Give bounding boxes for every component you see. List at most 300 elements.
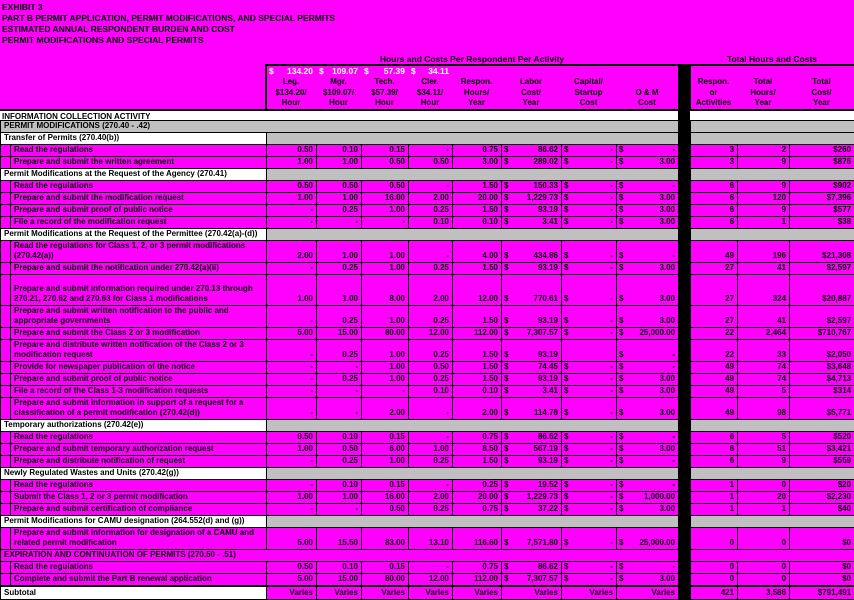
separator-cell [679, 275, 691, 306]
hours-cell: 5.00 [267, 574, 317, 587]
money-flex [617, 181, 678, 192]
hours-cell: - [409, 145, 453, 157]
subheader-label: Newly Regulated Wastes and Units (270.42(g)) [1, 468, 267, 480]
respondents-cell: 0 [691, 562, 738, 574]
money-flex [562, 444, 616, 455]
hours-cell: 1.00 [317, 492, 362, 504]
respondents-cell: 0 [691, 528, 738, 550]
rate-value: 34.11 [428, 66, 449, 77]
money-flex [617, 157, 678, 168]
activity-label: Prepare and distribute notification of request [11, 456, 267, 468]
subheader-label: Permit Modifications at the Request of the Permittee (270.42(a)-(d)) [1, 229, 267, 241]
subheader-label: Permit Modifications for CAMU designation (264.552(d) and (g)) [1, 516, 267, 528]
column-header-line: Cost/ [501, 88, 561, 99]
money-value: 86.62 [538, 145, 558, 155]
money-value: - [610, 504, 613, 514]
money-cell [617, 492, 679, 504]
money-value: - [672, 562, 675, 572]
dollar-sign: $ [619, 217, 623, 227]
money-flex [502, 157, 561, 168]
hours-cell: 0.50 [317, 181, 362, 193]
money-value: 93.19 [538, 316, 558, 326]
dollar-sign: $ [504, 432, 508, 442]
total-cost-cell: $0 [790, 562, 854, 574]
money-cell [502, 157, 562, 169]
money-cell [617, 504, 679, 516]
money-flex [562, 432, 616, 443]
separator-cell [679, 516, 691, 528]
dollar-sign: $ [564, 562, 568, 572]
column-header-line: Year [501, 98, 561, 109]
money-cell [617, 157, 679, 169]
activity-label: File a record of the modification request [11, 217, 267, 229]
column-header [361, 77, 408, 109]
money-cell [617, 217, 679, 229]
money-value: - [610, 574, 613, 584]
gray-band [267, 420, 679, 432]
hours-cell: 0.15 [362, 432, 409, 444]
money-flex [617, 386, 678, 397]
hours-cell: - [317, 362, 362, 374]
money-cell: Varies [617, 586, 679, 599]
hours-cell: 1.00 [362, 205, 409, 217]
total-hours-cell: 0 [738, 574, 790, 587]
dollar-sign: $ [619, 480, 623, 490]
column-header-line: Respon. [690, 77, 737, 88]
rate-value: 134.20 [287, 66, 313, 77]
money-cell [562, 241, 617, 263]
hours-cell: 83.00 [362, 528, 409, 550]
separator-cell [679, 340, 691, 362]
money-cell [562, 275, 617, 306]
respondents-cell: 6 [691, 181, 738, 193]
gray-band [267, 169, 679, 181]
money-value: - [610, 193, 613, 203]
money-flex [502, 294, 561, 305]
money-flex [617, 263, 678, 274]
subheader-label: Permit Modifications at the Request of the Agency (270.41) [1, 169, 267, 181]
hours-cell: 2.00 [409, 275, 453, 306]
respondents-cell: 421 [691, 586, 738, 599]
dollar-sign: $ [504, 408, 508, 418]
separator-cell [679, 386, 691, 398]
dollar-sign: $ [504, 504, 508, 514]
column-header-line: Year [789, 98, 854, 109]
money-cell [502, 528, 562, 550]
money-cell [502, 181, 562, 193]
dollar-sign: $ [564, 504, 568, 514]
hours-cell: 0.15 [362, 562, 409, 574]
hours-cell: 0.10 [317, 562, 362, 574]
rate-cell [408, 66, 452, 77]
money-cell [502, 480, 562, 492]
money-flex [502, 444, 561, 455]
total-hours-cell: 2,464 [738, 328, 790, 340]
column-header-line: Cost/ [789, 88, 854, 99]
separator-cell [679, 528, 691, 550]
hours-cell: 16.00 [362, 193, 409, 205]
activity-label: Prepare and submit proof of public notice [11, 205, 267, 217]
total-hours-cell: 324 [738, 275, 790, 306]
hours-cell: - [362, 217, 409, 229]
dollar-sign: $ [504, 157, 508, 167]
money-value: 25,000.00 [639, 328, 675, 338]
total-cost-cell: $2,230 [790, 492, 854, 504]
money-value: - [672, 362, 675, 372]
money-flex [562, 316, 616, 327]
total-cost-cell: $902 [790, 181, 854, 193]
dollar-sign: $ [564, 205, 568, 215]
column-header [316, 77, 361, 109]
hours-cell: 0.25 [317, 340, 362, 362]
dollar-sign: $ [504, 480, 508, 490]
total-hours-cell: 1 [738, 217, 790, 229]
total-hours-cell: 0 [738, 562, 790, 574]
table-row [1, 169, 854, 181]
activity-label: Submit the Class 1, 2 or 3 permit modification [11, 492, 267, 504]
total-cost-cell: $40 [790, 504, 854, 516]
indent-cell [1, 480, 11, 492]
money-flex [562, 251, 616, 262]
money-cell [502, 562, 562, 574]
dollar-sign: $ [504, 181, 508, 191]
hours-cell: 1.00 [362, 263, 409, 275]
money-flex [562, 217, 616, 228]
money-value: 3.00 [660, 217, 676, 227]
dollar-sign: $ [564, 480, 568, 490]
hours-cell: 112.00 [453, 328, 502, 340]
hours-cell: 0.25 [409, 306, 453, 328]
dollar-sign: $ [504, 362, 508, 372]
money-flex [617, 217, 678, 228]
respondents-cell: 49 [691, 362, 738, 374]
rate-value: 57.39 [384, 66, 405, 77]
money-flex [502, 193, 561, 204]
money-value: 3.00 [660, 294, 676, 304]
hours-cell: 0.25 [409, 504, 453, 516]
hours-cell: 15.00 [317, 574, 362, 587]
money-value: - [610, 263, 613, 273]
total-hours-cell: 2 [738, 145, 790, 157]
money-cell [562, 362, 617, 374]
total-cost-cell: $3,648 [790, 362, 854, 374]
hours-cell: 1.00 [362, 340, 409, 362]
money-flex [502, 504, 561, 515]
column-header-line: $109.07/ [316, 88, 361, 99]
money-value: 3.00 [660, 157, 676, 167]
column-header [501, 77, 561, 109]
money-value: - [610, 408, 613, 418]
money-flex [617, 538, 678, 549]
money-cell [617, 480, 679, 492]
hours-cell: 1.50 [453, 456, 502, 468]
hours-cell: 0.25 [317, 374, 362, 386]
money-value: 93.19 [538, 205, 558, 215]
hours-cell: 1.00 [362, 241, 409, 263]
money-flex [502, 145, 561, 156]
money-value: - [610, 328, 613, 338]
money-cell [502, 193, 562, 205]
total-hours-cell: 3,586 [738, 586, 790, 599]
dollar-sign: $ [269, 66, 274, 77]
money-value: - [610, 432, 613, 442]
money-cell [502, 504, 562, 516]
dollar-sign: $ [564, 432, 568, 442]
hours-cell: 0.25 [317, 263, 362, 275]
total-cost-cell: $20,887 [790, 275, 854, 306]
total-hours-cell: 5 [738, 386, 790, 398]
money-value: - [610, 205, 613, 215]
money-cell [502, 444, 562, 456]
indent-cell [1, 263, 11, 275]
separator-cell [679, 306, 691, 328]
indent-cell [1, 444, 11, 456]
money-cell [562, 480, 617, 492]
money-flex [502, 263, 561, 274]
separator-cell [679, 444, 691, 456]
money-cell [617, 275, 679, 306]
respondents-cell: 6 [691, 205, 738, 217]
table-row [1, 181, 854, 193]
money-value: 567.19 [534, 444, 558, 454]
dollar-sign: $ [504, 217, 508, 227]
hours-cell: 5.00 [267, 328, 317, 340]
money-flex [617, 504, 678, 515]
money-value: 86.62 [538, 562, 558, 572]
hours-cell: 0.10 [317, 432, 362, 444]
dollar-sign: $ [564, 181, 568, 191]
column-header-line: Hours/ [452, 88, 501, 99]
money-value: - [610, 480, 613, 490]
hours-cell: 15.00 [317, 328, 362, 340]
dollar-sign: $ [619, 386, 623, 396]
money-value: - [610, 294, 613, 304]
money-flex [617, 432, 678, 443]
money-cell [562, 456, 617, 468]
table-row [1, 362, 854, 374]
activity-label: Prepare and submit the Class 2 or 3 modification [11, 328, 267, 340]
column-header-line: Year [737, 98, 789, 109]
dollar-sign: $ [619, 456, 623, 466]
dollar-sign: $ [564, 492, 568, 502]
total-cost-cell: $0 [790, 574, 854, 587]
hours-cell: 0.50 [317, 444, 362, 456]
dollar-sign: $ [619, 205, 623, 215]
hours-cell: 13.10 [409, 528, 453, 550]
table-row [1, 157, 854, 169]
money-cell [617, 528, 679, 550]
money-flex [562, 294, 616, 305]
gray-band [267, 468, 679, 480]
indent-cell [1, 205, 11, 217]
money-cell [562, 217, 617, 229]
money-cell [617, 456, 679, 468]
indent-cell [1, 328, 11, 340]
total-cost-cell: $38 [790, 217, 854, 229]
hours-cell: Varies [453, 586, 502, 599]
total-hours-cell: 20 [738, 492, 790, 504]
separator-cell [679, 562, 691, 574]
money-flex [562, 480, 616, 491]
respondents-cell: 22 [691, 340, 738, 362]
money-value: - [610, 492, 613, 502]
total-hours-cell: 33 [738, 340, 790, 362]
section-row-label: EXPIRATION AND CONTINUATION OF PERMITS (270.50 - .51) [1, 550, 679, 562]
hours-cell: 112.00 [453, 574, 502, 587]
column-header [561, 77, 616, 109]
column-header-line: Hours/ [737, 88, 789, 99]
hours-cell: - [409, 398, 453, 420]
money-cell [502, 398, 562, 420]
column-header-line: Respon. [452, 77, 501, 88]
hours-cell: 20.00 [453, 492, 502, 504]
money-flex [562, 456, 616, 467]
table-row [1, 586, 854, 599]
money-cell [562, 181, 617, 193]
money-cell [562, 432, 617, 444]
section-row-label: PERMIT MODIFICATIONS (270.40 - .42) [1, 121, 679, 133]
money-flex [617, 145, 678, 156]
dollar-sign: $ [564, 263, 568, 273]
separator-cell [679, 456, 691, 468]
money-value: 7,307.57 [527, 328, 558, 338]
money-cell [502, 456, 562, 468]
column-header [266, 77, 316, 109]
money-cell [617, 374, 679, 386]
money-value: 114.78 [534, 408, 558, 418]
dollar-sign: $ [504, 538, 508, 548]
hours-cell: - [267, 504, 317, 516]
separator-cell [679, 432, 691, 444]
dollar-sign: $ [564, 251, 568, 261]
total-cost-cell: $260 [790, 145, 854, 157]
dollar-sign: $ [564, 408, 568, 418]
activity-label: Read the regulations [11, 480, 267, 492]
hours-cell: 0.10 [453, 386, 502, 398]
table-row [1, 574, 854, 587]
respondents-cell: 49 [691, 386, 738, 398]
money-value: 93.19 [538, 350, 558, 360]
hours-cell: 0.75 [453, 432, 502, 444]
money-flex [502, 456, 561, 467]
total-hours-cell: 41 [738, 306, 790, 328]
money-cell [502, 328, 562, 340]
hours-cell: - [267, 362, 317, 374]
hours-cell: 1.00 [267, 193, 317, 205]
hours-cell: 1.50 [453, 263, 502, 275]
hours-cell: - [267, 306, 317, 328]
money-value: 37.22 [538, 504, 558, 514]
money-cell [502, 145, 562, 157]
hours-cell: 1.50 [453, 306, 502, 328]
indent-cell [1, 574, 11, 587]
hours-cell: - [409, 241, 453, 263]
total-hours-cell: 74 [738, 362, 790, 374]
hours-cell: - [267, 374, 317, 386]
total-cost-cell: $3,421 [790, 444, 854, 456]
money-flex [617, 374, 678, 385]
dollar-sign: $ [564, 386, 568, 396]
hours-cell: 0.10 [409, 386, 453, 398]
table-row [1, 550, 854, 562]
hours-cell: Varies [409, 586, 453, 599]
gray-band [691, 468, 854, 480]
money-cell [617, 193, 679, 205]
money-flex [562, 562, 616, 573]
table-row [1, 263, 854, 275]
money-cell [502, 241, 562, 263]
money-cell [502, 374, 562, 386]
table-row [1, 328, 854, 340]
hours-cell: 1.00 [362, 362, 409, 374]
table-row [1, 275, 854, 306]
total-hours-cell: 196 [738, 241, 790, 263]
hours-cell: 0.50 [267, 181, 317, 193]
money-cell [502, 306, 562, 328]
respondents-cell: 22 [691, 328, 738, 340]
dollar-sign: $ [564, 374, 568, 384]
activity-label: File a record of the Class 1-3 modification requests [11, 386, 267, 398]
respondents-cell: 49 [691, 398, 738, 420]
hours-cell: 15.50 [317, 528, 362, 550]
indent-cell [1, 492, 11, 504]
dollar-sign: $ [564, 193, 568, 203]
total-cost-cell: $0 [790, 528, 854, 550]
hours-cell: 0.75 [453, 562, 502, 574]
hours-cell: 2.00 [267, 241, 317, 263]
respondents-cell: 1 [691, 492, 738, 504]
respondents-cell: 1 [691, 480, 738, 492]
money-flex [502, 562, 561, 573]
separator-cell [679, 420, 691, 432]
money-flex [502, 316, 561, 327]
money-value: 1,229.73 [527, 193, 558, 203]
hours-cell: 8.50 [453, 444, 502, 456]
money-flex [562, 492, 616, 503]
column-header-line: $57.39/ [361, 88, 408, 99]
dollar-sign: $ [411, 66, 416, 77]
table-row [1, 456, 854, 468]
hours-cell: - [267, 205, 317, 217]
column-header-line: Labor [501, 77, 561, 88]
money-flex [562, 145, 616, 156]
money-cell [617, 181, 679, 193]
column-header-line: Total [737, 77, 789, 88]
hours-cell: 1.00 [267, 492, 317, 504]
money-flex [617, 294, 678, 305]
money-value: 3.00 [660, 408, 676, 418]
money-flex [502, 408, 561, 419]
hours-cell: 0.50 [409, 362, 453, 374]
hours-cell: 1.50 [453, 374, 502, 386]
respondents-cell: 49 [691, 241, 738, 263]
column-header-line: Hour [316, 98, 361, 109]
table-row [1, 374, 854, 386]
gray-band [267, 133, 679, 145]
hours-cell: - [267, 340, 317, 362]
activity-label: Prepare and submit written notification to the public and appropriate governments [11, 306, 267, 328]
column-header [690, 77, 737, 109]
hours-cell: - [267, 217, 317, 229]
money-flex [617, 362, 678, 373]
money-value: - [610, 562, 613, 572]
gray-band [267, 516, 679, 528]
activity-label: Read the regulations [11, 562, 267, 574]
column-header [408, 77, 452, 109]
dollar-sign: $ [504, 562, 508, 572]
respondents-cell: 27 [691, 275, 738, 306]
dollar-sign: $ [619, 362, 623, 372]
